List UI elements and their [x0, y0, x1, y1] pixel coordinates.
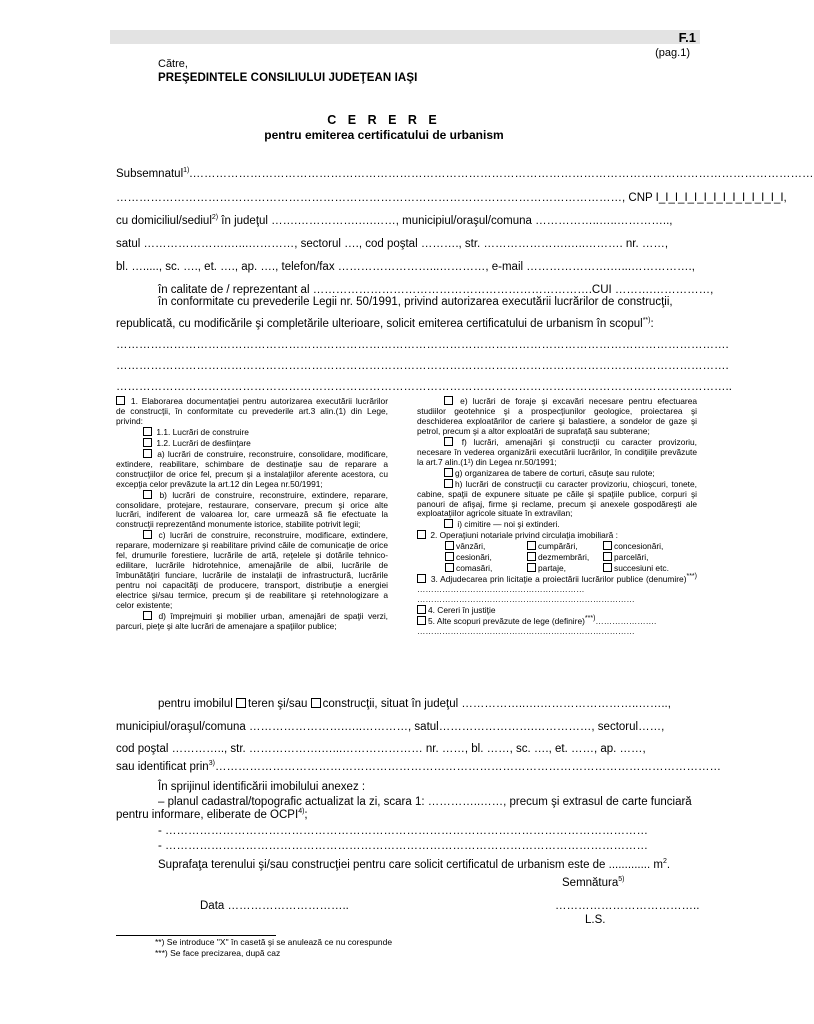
checkbox[interactable] [444, 437, 453, 446]
checkbox[interactable] [527, 552, 536, 561]
date-field[interactable]: Data ………………………….. [200, 900, 349, 912]
unit-exponent: 2 [662, 858, 667, 866]
label: Subsemnatul [116, 168, 184, 180]
option-h-text: h) lucrări de construcţii cu caracter provizoriu, chioşcuri, tonete, cabine, spaţii de expunere situate pe căile şi spaţiile publice, corpuri şi panouri de afişaj, firme şi reclame, precum şi anexele gospodăreşti ale exploataţiilor agricole situate în extravilan; [417, 478, 697, 519]
opt-concession[interactable] [603, 541, 693, 552]
annex-heading: În sprijinul identificării imobilului anexez : [158, 781, 366, 793]
option-5-text: 5. Alte scopuri prevăzute de lege (definire) [428, 616, 585, 627]
option-i [417, 519, 697, 530]
opt-cession[interactable] [445, 552, 527, 563]
text: pentru informare, eliberate de OCPI [116, 809, 299, 821]
option-f-text: f) lucrări, amenajări şi construcţii cu caracter provizoriu, necesare în vederea organizării executării lucrărilor, în condiţiile prevăzute la art.7 alin.(1¹) din Legea nr.50/1991; [417, 436, 697, 467]
note-ref: 4) [298, 808, 305, 816]
option-1-text: 1. Elaborarea documentaţiei pentru autorizarea executării lucrărilor de construcţii, în conformitate cu prevederile art.3 alin.(1) din Lege, privind: [116, 396, 388, 426]
period: . [666, 859, 671, 871]
text: Semnătura [562, 877, 619, 889]
checkbox[interactable] [445, 552, 454, 561]
label: comasări, [456, 563, 493, 574]
right-column [417, 396, 697, 637]
addressee-prefix: Către, [158, 58, 188, 70]
checkbox[interactable] [143, 449, 152, 458]
checkbox[interactable] [444, 396, 453, 405]
cnp-line[interactable] [116, 192, 787, 204]
annex-extra-line-1[interactable]: - ……………………………………………………………………………………………………………… [158, 825, 649, 837]
option-1-2 [116, 438, 388, 449]
footnote-divider [116, 935, 276, 936]
cnp-label: CNP I_I_I_I_I_I_I_I_I_I_I_I_I_I, [625, 192, 787, 204]
label: parcelări, [614, 552, 649, 563]
checkbox[interactable] [444, 479, 453, 488]
recipient: PREŞEDINTELE CONSILIULUI JUDEŢEAN IAŞI [158, 72, 418, 84]
text: republicată, cu modificările şi completările ulterioare, solicit emiterea certificatului de urbanism în scopul [116, 318, 643, 330]
representative-line[interactable]: în calitate de / reprezentant al ……………………………………………………………….CUI ……….……………, [158, 284, 714, 296]
seal-label: L.S. [585, 914, 606, 926]
note-ref: ***) [584, 615, 596, 623]
checkbox[interactable] [417, 530, 426, 539]
option-1-1 [116, 427, 388, 438]
label: succesiuni etc. [614, 563, 669, 574]
checkbox[interactable] [527, 563, 536, 572]
footnote-1: **) Se introduce "X" în casetă şi se anulează ce nu corespunde [155, 937, 393, 947]
document-title: C E R E R E [327, 113, 441, 127]
property-type-line [158, 698, 694, 710]
option-4-text: 4. Cereri în justiţie [428, 605, 496, 616]
checkbox[interactable] [417, 616, 426, 625]
option-3-fill[interactable]: …………………………………………………………………… [417, 594, 635, 605]
law-line-2 [116, 318, 694, 330]
checkbox[interactable] [143, 427, 152, 436]
document-subtitle: pentru emiterea certificatului de urbanism [264, 128, 504, 142]
colon: : [650, 318, 654, 330]
signature-field[interactable]: ……………………………….. [555, 900, 700, 912]
option-3 [417, 574, 697, 595]
option-1-1-text: 1.1. Lucrări de construire [156, 426, 249, 437]
checkbox[interactable] [603, 552, 612, 561]
opt-parceling[interactable] [603, 552, 693, 563]
option-d-text: d) împrejmuiri şi mobilier urban, amenajări de spaţii verzi, parcuri, pieţe şi alte lucrări de amenajare a spaţiilor publice; [116, 611, 389, 631]
contact-line[interactable]: bl. …....., sc. …., et. …., ap. …., telefon/fax ……………………...…………, e-mail ………………….…...……………., [116, 261, 695, 273]
option-h [417, 479, 697, 520]
domicile-line[interactable] [116, 215, 694, 227]
checkbox[interactable] [143, 490, 152, 499]
header-bar [110, 30, 700, 44]
opt-merging[interactable] [445, 563, 527, 574]
opt-partition[interactable] [527, 563, 603, 574]
property-address-line[interactable]: cod poştal ………….., str. ……………….…...………………… nr. ……, bl. ……, sc. …., et. ……, ap. ……, [116, 743, 646, 755]
fill: .……………………………………………………………………………………………………………………………………………… [189, 168, 814, 180]
annex-ocpi-line [116, 809, 694, 821]
option-5-fill[interactable]: …………………………………………………………………… [417, 625, 635, 636]
signature-label [562, 877, 625, 889]
checkbox[interactable] [143, 611, 152, 620]
option-b-text: b) lucrări de construire, reconstruire, extindere, reparare, consolidare, protejare, restaurare, conservare, precum şi orice alte lucrări, indiferent de valoarea lor, care urmează să fie efectuate la construcţii reprezentând monumente istorice, stabilite potrivit legii; [116, 489, 388, 530]
label: vânzări, [456, 541, 486, 552]
building-checkbox[interactable] [311, 698, 321, 708]
text: Suprafaţa terenului şi/sau construcţiei pentru care solicit certificatul de urbanism este de ............. m [158, 859, 663, 871]
checkbox[interactable] [603, 541, 612, 550]
label: cumpărări, [538, 541, 578, 552]
note-ref: 5) [618, 876, 625, 884]
opt-sale[interactable] [445, 541, 527, 552]
option-g-text: g) organizarea de tabere de corturi, căsuţe sau rulote; [455, 467, 655, 478]
property-locality-line[interactable]: municipiul/oraşul/comuna …………………….…..…………, satul…………………….……………, sectorul……, [116, 721, 665, 733]
option-e [417, 396, 697, 437]
applicant-name-line[interactable] [116, 167, 814, 180]
option-c-text: c) lucrări de construire, reconstruire, modificare, extindere, reparare, modernizare şi reabilitare privind căile de comunicaţie de orice fel, drumurile forestiere, lucrările de artă, reţelele şi dotările tehnico-edilitare, lucrările hidrotehnice, amenajările de albii, lucrările de îmbunătăţiri funciare, lucrările de instalaţii de infrastructură, lucrările pentru noi capacităţi de producere, transport, distribuţie a energiei electrice şi/sau termice, precum şi de reabilitare şi retehnologizare a celor existente; [116, 530, 389, 611]
note-ref: 3) [208, 760, 215, 768]
option-c [116, 530, 388, 611]
opt-purchase[interactable] [527, 541, 603, 552]
option-2-text: 2. Operaţiuni notariale privind circulaţia imobiliară : [430, 530, 618, 541]
label: pentru imobilul [158, 698, 233, 710]
option-e-text: e) lucrări de foraje şi excavări necesare pentru efectuarea studiilor geotehnice şi a prospecţiunilor geologice, proiectarea şi deschiderea exploatărilor de cariere şi balastiere, a sondelor de gaze şi petrol, precum şi a altor exploatări de suprafaţă sau subterane; [417, 396, 698, 436]
checkbox[interactable] [143, 438, 152, 447]
checkbox[interactable] [527, 541, 536, 550]
checkbox[interactable] [444, 519, 453, 528]
property-identification-line[interactable] [116, 760, 721, 773]
form-code: F.1 [678, 30, 696, 45]
address-line[interactable]: satul ………………….…...…………, sectorul …., cod poştal ………., str. ………………….…..………. nr. ……, [116, 238, 669, 250]
purpose-line-1[interactable]: ……………………………………………………………………………………………………………………………………………. [116, 339, 729, 351]
checkbox[interactable] [444, 468, 453, 477]
checkbox[interactable] [445, 541, 454, 550]
checkbox[interactable] [603, 563, 612, 572]
option-3-text: 3. Adjudecarea prin licitaţie a proiectării lucrărilor publice (denumire) [430, 574, 687, 585]
label: sau identificat prin [116, 761, 209, 773]
footnote-2: ***) Se face precizarea, după caz [155, 948, 281, 958]
law-line-1: în conformitate cu prevederile Legii nr. 50/1991, privind autorizarea executării lucrărilor de construcţii, [158, 296, 673, 308]
page-number: (pag.1) [655, 47, 690, 59]
label: concesionări, [614, 541, 664, 552]
semicolon: ; [304, 809, 308, 821]
option-2 [417, 530, 697, 541]
county-field: construcţii, situat în judeţul ……………..….……………………..…….., [322, 698, 671, 710]
checkbox[interactable] [143, 530, 152, 539]
annex-extra-line-2[interactable]: - ……………………………………………………………………………………………………………… [158, 840, 649, 852]
option-4 [417, 605, 697, 616]
fill: ……………………………………………………………………………………………………………………, [116, 192, 626, 204]
fill: …………………………………………………… [417, 584, 585, 595]
purpose-line-3[interactable]: …………………………………………………………………………………………………………………………………………….. [116, 381, 732, 393]
option-a-text: a) lucrări de construire, reconstruire, consolidare, modificare, extindere, reabilitare, schimbare de destinaţie sau de reparare a construcţiilor de orice fel, precum şi a instalaţiilor aferente acestora, cu excepţia celor prevăzute la art.12 din Legea nr.50/1991; [116, 448, 389, 489]
note-ref: ***) [686, 573, 697, 581]
note-ref: 1) [183, 167, 190, 175]
checkbox[interactable] [445, 563, 454, 572]
option-f [417, 437, 697, 468]
option-d [116, 611, 388, 632]
fill: …………………………………………………………………………………………………………………… [214, 761, 721, 773]
checkbox[interactable] [417, 574, 426, 583]
note-ref: 2) [211, 214, 219, 222]
label: partaje, [538, 563, 566, 574]
fill: …………………. [595, 616, 657, 627]
annex-plan-line[interactable]: – planul cadastral/topografic actualizat la zi, scara 1: …………..……, precum şi extrasul de carte funciară [158, 796, 692, 808]
label: dezmembrări, [538, 552, 590, 563]
checkbox[interactable] [417, 605, 426, 614]
opt-succession[interactable] [603, 563, 693, 574]
checkbox[interactable] [116, 396, 125, 405]
notarial-options [417, 541, 697, 574]
note-ref: **) [642, 317, 651, 325]
land-label: teren şi/sau [248, 698, 308, 710]
left-column [116, 396, 388, 632]
option-a [116, 449, 388, 490]
option-1-2-text: 1.2. Lucrări de desfiinţare [156, 437, 251, 448]
land-checkbox[interactable] [236, 698, 246, 708]
label: cu domiciliul/sediul [116, 215, 212, 227]
option-b [116, 490, 388, 531]
surface-line[interactable] [158, 859, 694, 871]
purpose-line-2[interactable]: ……………………………………………………………………………………………………………………………………………. [116, 360, 729, 372]
opt-dismemberment[interactable] [527, 552, 603, 563]
option-i-text: i) cimitire — noi şi extinderi. [457, 519, 560, 530]
option-1 [116, 396, 388, 427]
label: cesionări, [456, 552, 492, 563]
fill: în judeţul …….…………….….……, municipiul/oraşul/comuna ……………..…..………….., [218, 215, 673, 227]
option-g [417, 468, 697, 479]
